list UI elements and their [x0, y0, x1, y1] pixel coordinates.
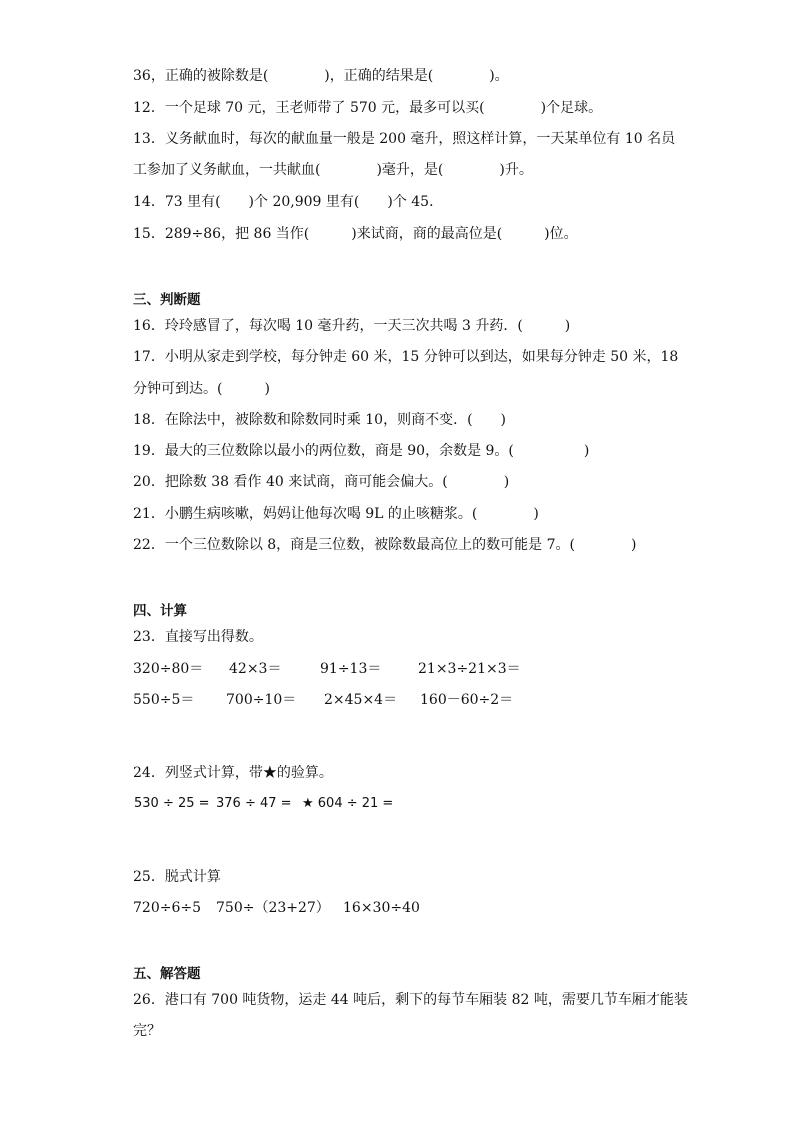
q25-item: 16×30÷40: [343, 900, 420, 916]
question-18: 18．在除法中，被除数和除数同时乘 10，则商不变．( ): [133, 412, 507, 428]
q25-item: 750÷（23+27）: [216, 900, 330, 916]
q23-item: 700÷10＝: [226, 692, 297, 708]
q23-item: 2×45×4＝: [324, 692, 398, 708]
question-14: 14．73 里有( )个 20,909 里有( )个 45．: [133, 194, 444, 210]
question-17-line1: 17．小明从家走到学校，每分钟走 60 米，15 分钟可以到达，如果每分钟走 50 米，18: [133, 349, 679, 365]
q24-item: ★ 604 ÷ 21 =: [302, 796, 394, 811]
question-13-line2: 工参加了义务献血，一共献血( )毫升，是( )升。: [133, 162, 533, 178]
section-5-heading: 五、解答题: [133, 966, 201, 982]
q23-item: 320÷80＝: [133, 661, 204, 677]
question-23: 23．直接写出得数。: [133, 629, 263, 645]
q23-item: 550÷5＝: [133, 692, 195, 708]
question-15: 15．289÷86，把 86 当作( )来试商，商的最高位是( )位。: [133, 226, 578, 242]
q23-item: 42×3＝: [229, 661, 282, 677]
question-26-line1: 26．港口有 700 吨货物，运走 44 吨后，剩下的每节车厢装 82 吨，需要几节车厢才能装: [133, 992, 688, 1008]
question-16: 16．玲玲感冒了，每次喝 10 毫升药，一天三次共喝 3 升药．( ): [133, 318, 571, 334]
question-11-continuation: 36，正确的被除数是( )，正确的结果是( )。: [133, 68, 509, 84]
section-4-heading: 四、计算: [133, 603, 187, 619]
q25-item: 720÷6÷5: [133, 900, 201, 916]
q23-item: 21×3÷21×3＝: [418, 661, 521, 677]
question-26-line2: 完？: [133, 1023, 161, 1039]
q23-item: 160－60÷2＝: [420, 692, 514, 708]
question-13-line1: 13．义务献血时，每次的献血量一般是 200 毫升，照这样计算，一天某单位有 10 名员: [133, 131, 676, 147]
question-17-line2: 分钟可到达。( ): [133, 381, 270, 397]
question-21: 21．小鹏生病咳嗽，妈妈让他每次喝 9L 的止咳糖浆。( ): [133, 506, 539, 522]
section-3-heading: 三、判断题: [133, 292, 201, 308]
question-22: 22．一个三位数除以 8，商是三位数，被除数最高位上的数可能是 7。( ): [133, 537, 637, 553]
question-12: 12．一个足球 70 元，王老师带了 570 元，最多可以买( )个足球。: [133, 100, 603, 116]
question-24: 24．列竖式计算，带★的验算。: [133, 765, 333, 781]
question-20: 20．把除数 38 看作 40 来试商，商可能会偏大。( ): [133, 474, 510, 490]
q23-item: 91÷13＝: [320, 661, 382, 677]
q24-item: 530 ÷ 25 =: [134, 796, 210, 811]
q24-item: 376 ÷ 47 =: [216, 796, 292, 811]
question-25: 25．脱式计算: [133, 869, 221, 885]
question-19: 19．最大的三位数除以最小的两位数，商是 90，余数是 9。( ): [133, 443, 590, 459]
